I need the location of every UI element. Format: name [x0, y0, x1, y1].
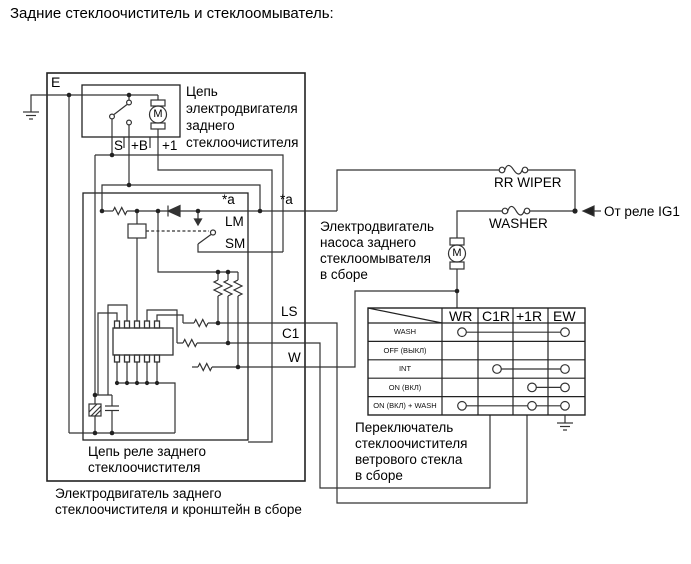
- wiper-motor-label: M: [153, 108, 163, 120]
- ground-icon-table: [557, 415, 573, 430]
- wiper-motor-caption-line: электродвигателя: [186, 101, 298, 116]
- pin-1-label: +1: [162, 138, 178, 153]
- wiper-motor-caption-line: Цепь: [186, 84, 218, 99]
- washer-caption-line: в сборе: [320, 267, 368, 282]
- power-source-label: От реле IG1: [604, 204, 680, 219]
- fuse-washer-icon: [502, 206, 530, 215]
- terminal-e-label: E: [51, 74, 61, 90]
- resistor-icon: [214, 280, 222, 296]
- table-caption-line: в сборе: [355, 468, 403, 483]
- resistor-icon: [234, 280, 242, 296]
- assembly-caption-line: стеклоочистителя и кронштейн в сборе: [55, 502, 302, 517]
- resonator-icon: [89, 404, 101, 416]
- ground-icon-left: [23, 95, 158, 119]
- diagonal-divider: [368, 308, 442, 323]
- pin-w-label: W: [288, 350, 301, 365]
- resistor-icon: [224, 280, 232, 296]
- relay-caption-line: стеклоочистителя: [88, 460, 201, 475]
- resistor-icon: [113, 208, 127, 215]
- ic-pin-wires: [98, 305, 183, 433]
- fuse-rr-wiper-label: RR WIPER: [494, 175, 562, 190]
- pin-lm-label: LM: [225, 214, 244, 229]
- relay-contact-switch: [146, 230, 283, 252]
- fuse-rr-wiper-icon: [499, 165, 528, 174]
- table-col-1r: +1R: [516, 308, 543, 324]
- relay-caption-line: Цепь реле заднего: [88, 444, 206, 459]
- wire-lm-to-fuse: [337, 170, 499, 211]
- park-switch: [110, 95, 132, 125]
- arrow-down-icon: [195, 213, 202, 225]
- relay-coil: [128, 211, 146, 321]
- resistor-icon: [194, 320, 208, 327]
- marker-a-inner: *a: [222, 192, 235, 207]
- resistor-icon: [183, 340, 197, 347]
- table-row-label: WASH: [393, 327, 417, 336]
- pin-b-label: +B: [131, 138, 148, 153]
- pin-sm-label: SM: [225, 236, 246, 251]
- wiper-motor-caption-line: заднего: [186, 118, 235, 133]
- table-row-label: OFF (ВЫКЛ): [383, 345, 427, 355]
- assembly-caption-line: Электродвигатель заднего: [55, 486, 222, 501]
- table-caption-line: стеклоочистителя: [355, 436, 468, 451]
- table-col-c1r: C1R: [482, 308, 511, 324]
- resistor-icon: [198, 364, 212, 371]
- page-title: Задние стеклоочиститель и стеклоомыватель:: [10, 5, 334, 22]
- power-arrow-icon: [583, 206, 601, 216]
- table-row-label: INT: [398, 364, 412, 373]
- wiper-motor-caption-line: стеклоочистителя: [186, 135, 299, 150]
- diode-icon: [168, 206, 180, 217]
- marker-a-outer: *a: [280, 192, 293, 207]
- fuse-washer-label: WASHER: [489, 216, 548, 231]
- pin-s-label: S: [114, 138, 124, 153]
- pin-ls-label: LS: [281, 304, 298, 319]
- table-row-label: ON (ВКЛ) + WASH: [373, 401, 437, 410]
- table-row-label: ON (ВКЛ): [388, 382, 422, 392]
- table-col-ew: EW: [553, 308, 576, 324]
- washer-caption-line: стеклоомывателя: [320, 251, 431, 266]
- ic-chip: [113, 321, 173, 362]
- washer-caption-line: Электродвигатель: [320, 219, 435, 234]
- table-caption-line: ветрового стекла: [355, 452, 463, 467]
- pin-c1-label: C1: [282, 326, 300, 341]
- table-caption-line: Переключатель: [355, 420, 454, 435]
- table-col-wr: WR: [449, 308, 473, 324]
- washer-motor-label: M: [452, 247, 462, 259]
- washer-caption-line: насоса заднего: [320, 235, 417, 250]
